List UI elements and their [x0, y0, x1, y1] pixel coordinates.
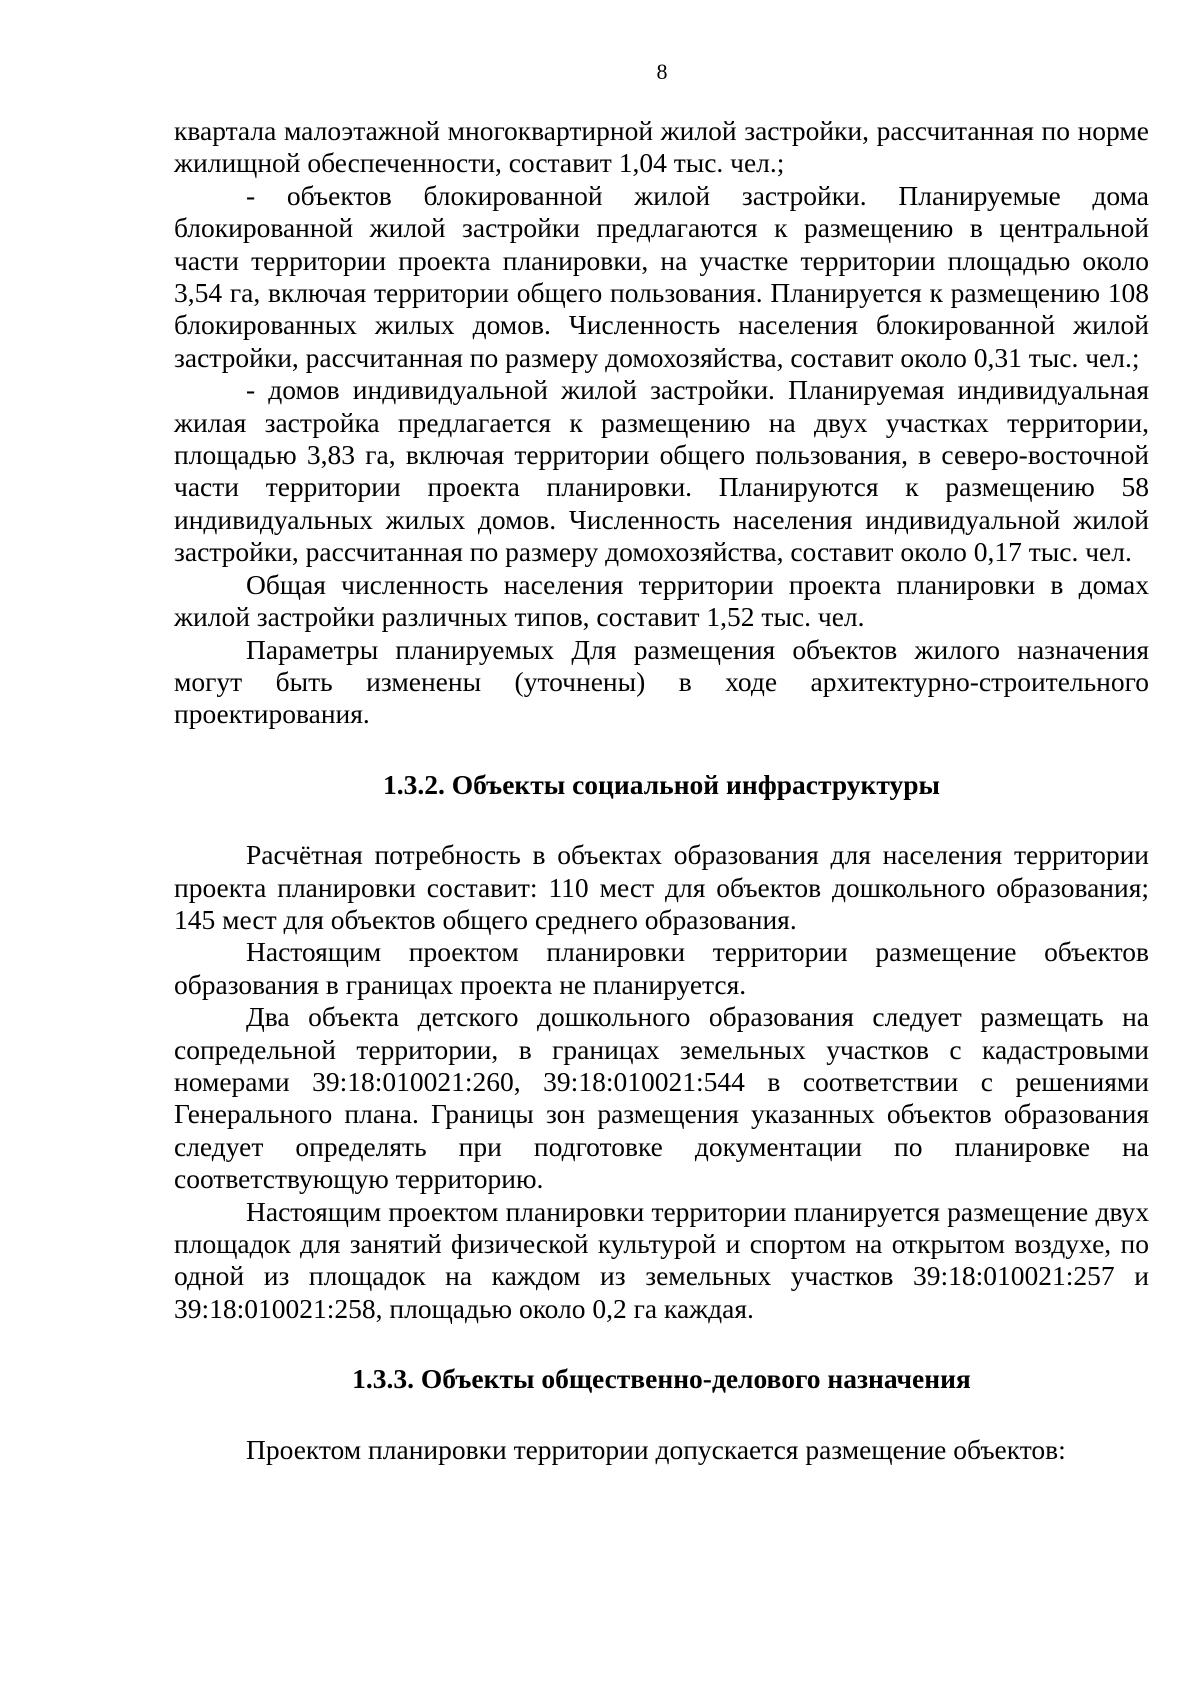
document-body	[174, 115, 1149, 1466]
paragraph-preschool-objects: Два объекта детского дошкольного образования следует размещать на сопредельной территории, в границах земельных участков с кадастровыми номерами 39:18:010021:260, 39:18:010021:544 в соответствии с решениями Генерального плана. Границы зон размещения указанных объектов образования следует определять при подготовке документации по планировке на соответствующую территорию.	[174, 1001, 1149, 1195]
page-number: 8	[656, 59, 668, 84]
paragraph-education-demand: Расчётная потребность в объектах образования для населения территории проекта планировки составит: 110 мест для объектов дошкольного образования; 145 мест для объектов общего среднего образования.	[174, 839, 1149, 935]
paragraph-blocked-housing: - объектов блокированной жилой застройки. Планируемые дома блокированной жилой застройки предлагаются к размещению в центральной части территории проекта планировки, на участке территории площадью около 3,54 га, включая территории общего пользования. Планируется к размещению 108 блокированных жилых домов. Численность населения блокированной жилой застройки, рассчитанная по размеру домохозяйства, составит около 0,31 тыс. чел.;	[174, 179, 1149, 373]
paragraph-total-population: Общая численность населения территории проекта планировки в домах жилой застройки различных типов, составит 1,52 тыс. чел.	[174, 568, 1149, 633]
paragraph-sports-grounds: Настоящим проектом планировки территории планируется размещение двух площадок для занятий физической культурой и спортом на открытом воздухе, по одной из площадок на каждом из земельных участков 39:18:010021:257 и 39:18:010021:258, площадью около 0,2 га каждая.	[174, 1195, 1149, 1324]
paragraph-public-business-intro: Проектом планировки территории допускается размещение объектов:	[246, 1433, 1066, 1465]
section-heading-public-business: 1.3.3. Объекты общественно-делового назначения	[352, 1363, 971, 1395]
paragraph-continuation: квартала малоэтажной многоквартирной жилой застройки, рассчитанная по норме жилищной обеспеченности, составит 1,04 тыс. чел.;	[174, 115, 1149, 179]
paragraph-individual-housing: - домов индивидуальной жилой застройки. Планируемая индивидуальная жилая застройка предлагается к размещению на двух участках территории, площадью 3,83 га, включая территории общего пользования, в северо-восточной части территории проекта планировки. Планируются к размещению 58 индивидуальных жилых домов. Численность населения индивидуальной жилой застройки, рассчитанная по размеру домохозяйства, составит около 0,17 тыс. чел.	[174, 374, 1149, 568]
paragraph-parameters: Параметры планируемых Для размещения объектов жилого назначения могут быть изменены (уточнены) в ходе архитектурно-строительного проектирования.	[174, 633, 1149, 730]
paragraph-no-education-objects: Настоящим проектом планировки территории размещение объектов образования в границах проекта не планируется.	[174, 936, 1149, 1000]
section-heading-social-infrastructure: 1.3.2. Объекты социальной инфраструктуры	[382, 768, 941, 800]
